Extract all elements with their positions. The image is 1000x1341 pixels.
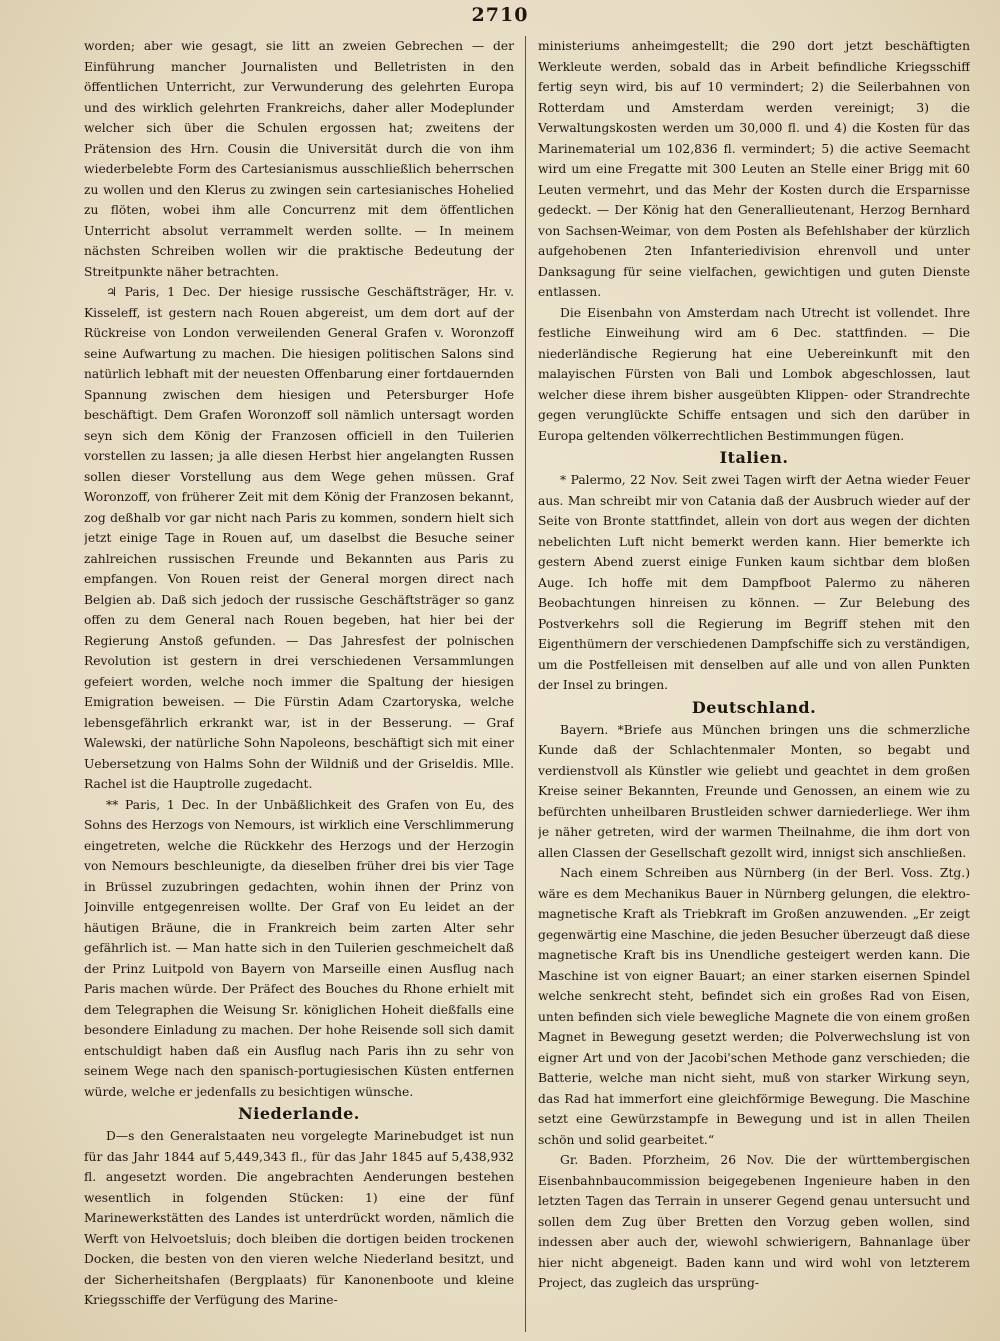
article-paris-1: ♃ Paris, 1 Dec. Der hiesige russische Geschäftsträger, Hr. v. Kisseleff, ist gestern nach Rouen abgereist, um dem dort auf der Rückreise von London verweilenden General Grafen v. Woronzoff seine Aufwartung zu machen. Die hiesigen politischen Salons sind natürlich lebhaft mit der neuesten Offenbarung einer fortdauernden Spannung zwischen dem hiesigen und Petersburger Hofe beschäftigt. Dem Grafen Woronzoff soll nämlich untersagt worden seyn sich dem König der Franzosen officiell in den Tuilerien vorstellen zu lassen; ja alle diesen Herbst hier angelangten Russen sollen dieser Vorstellung aus dem Wege gehen müssen. Graf Woronzoff, von früherer Zeit mit dem König der Franzosen bekannt, zog deßhalb vor gar nicht nach Paris zu kommen, sondern hielt sich jetzt einige Tage in Rouen auf, um daselbst die Besuche seiner zahlreichen russischen Freunde und Bekannten aus Paris zu empfangen. Von Rouen reist der General morgen direct nach Belgien ab. Daß sich jedoch der russische Geschäftsträger so ganz offen zu dem General nach Rouen begeben, hat hier bei der Regierung Anstoß gefunden. — Das Jahresfest der polnischen Revolution ist gestern in drei verschiedenen Versammlungen gefeiert worden, welche noch immer die Spaltung der hiesigen Emigration beweisen. — Die Fürstin Adam Czartoryska, welche lebensgefährlich erkrankt war, ist in der Besserung. — Graf Walewski, der natürliche Sohn Napoleons, beschäftigt sich mit einer Uebersetzung von Halms Sohn der Wildniß und der Griseldis. Mlle. Rachel ist die Hauptrolle zugedacht.	[84, 285, 514, 791]
article-bayern: Bayern. *Briefe aus München bringen uns die schmerzliche Kunde daß der Schlachtenmaler Monten, so begabt und verdienstvoll als Künstler wie geliebt und geachtet in dem großen Kreise seiner Bekannten, Freunde und Genossen, an einem wie zu befürchten unheilbaren Brustleiden schwer darniederliege. Wer ihm je näher getreten, wird der warmen Theilnahme, die ihm dort von allen Classen der Gesellschaft gezollt wird, innigst sich anschließen.	[538, 722, 970, 860]
left-column	[84, 36, 514, 1311]
column-divider	[525, 36, 526, 1332]
article-marinebudget: D—s den Generalstaaten neu vorgelegte Marinebudget ist nun für das Jahr 1844 auf 5,449,343 fl., für das Jahr 1845 auf 5,438,932 fl. angesetzt worden. Die angebrachten Aenderungen bestehen wesentlich in folgenden Stücken: 1) eine der fünf Marinewerkstätten des Landes ist unterdrückt worden, nämlich die Werft von Helvoetsluis; doch bleiben die dortigen beiden trockenen Docken, die besten von den vieren welche Niederland besitzt, und der Sicherheitshafen (Bergplaats) für Kanonenboote und kleine Kriegsschiffe der Verfügung des Marine-	[84, 1129, 514, 1307]
article-paris-2: ** Paris, 1 Dec. In der Unbäßlichkeit des Grafen von Eu, des Sohns des Herzogs von Nemours, ist wirklich eine Verschlimmerung eingetreten, welche die Rückkehr des Herzogs und der Herzogin von Nemours beschleunigte, da dieselben früher drei bis vier Tage in Brüssel zuzubringen gedachten, wohin ihnen der Prinz von Joinville entgegenreisen wollte. Der Graf von Eu leidet an der häutigen Bräune, die in Frankreich beim zarten Alter sehr gefährlich ist. — Man hatte sich in den Tuilerien geschmeichelt daß der Prinz Luitpold von Bayern von Marseille einen Ausflug nach Paris machen würde. Der Präfect des Bouches du Rhone erhielt mit dem Telegraphen die Weisung Sr. königlichen Hoheit dießfalls eine besondere Einladung zu machen. Der hohe Reisende soll sich damit entschuldigt haben daß ein Ausflug nach Paris ihn zu sehr von seinem Wege nach den spanisch-portugiesischen Küsten entfernen würde, welche er jedenfalls zu besichtigen wünsche.	[84, 797, 514, 1099]
article-pforzheim: Gr. Baden. Pforzheim, 26 Nov. Die der württembergischen Eisenbahnbaucommission beigegebenen Ingenieure haben in den letzten Tagen das Terrain in unserer Gegend genau untersucht und sollen dem Zug über Bretten den Vorzug geben wollen, sind indessen aber auch der, wiewohl schwierigern, Bahnanlage über hier nicht abgeneigt. Baden kann und wird wohl von letzterem Project, das zugleich das ursprüng-	[538, 1153, 970, 1290]
article-eisenbahn: Die Eisenbahn von Amsterdam nach Utrecht ist vollendet. Ihre festliche Einweihung wird am 6 Dec. stattfinden. — Die niederländische Regierung hat eine Uebereinkunft mit den malayischen Fürsten von Bali und Lombok abgeschlossen, laut welcher diese ihrem bisher ausgeübten Klippen- oder Strandrechte gegen verunglückte Schiffe entsagen und sich den darüber in Europa geltenden völkerrechtlichen Bestimmungen fügen.	[538, 305, 970, 443]
section-heading-niederlande: Niederlande.	[238, 1104, 360, 1123]
article-nuernberg: Nach einem Schreiben aus Nürnberg (in der Berl. Voss. Ztg.) wäre es dem Mechanikus Bauer in Nürnberg gelungen, die elektro-magnetische Kraft als Triebkraft im Großen anzuwenden. „Er zeigt gegenwärtig eine Maschine, die jeden Besucher überzeugt daß diese magnetische Kraft bis ins Unendliche gesteigert werden kann. Die Maschine ist von eigner Bauart; an einer starken eisernen Spindel welche senkrecht steht, befindet sich ein großes Rad von Eisen, unten befinden sich viele bewegliche Magnete die von einem großen Magnet in Bewegung gesetzt werden; die Polverwechslung ist von eigner Art und von der Jacobi'schen Methode ganz verschieden; die Batterie, welche man nicht sieht, muß von starker Wirkung seyn, das Rad hat immerfort eine gleichförmige Bewegung. Die Maschine setzt eine Gewürzstampfe in Bewegung und ist in allen Theilen schön und solid gearbeitet.“	[538, 866, 970, 1147]
article-paragraph: ministeriums anheimgestellt; die 290 dort jetzt beschäftigten Werkleute werden, sobald das in Arbeit befindliche Kriegsschiff fertig seyn wird, bis auf 10 vermindert; 2) die Seilerbahnen von Rotterdam und Amsterdam werden vereinigt; 3) die Verwaltungskosten werden um 30,000 fl. und 4) die Kosten für das Marinematerial um 102,836 fl. vermindert; 5) die active Seemacht wird um eine Fregatte mit 300 Leuten an Stelle einer Brigg mit 60 Leuten vermehrt, und das Mehr der Kosten durch die Ersparnisse gedeckt. — Der König hat den Generallieutenant, Herzog Bernhard von Sachsen-Weimar, von dem Posten als Befehlshaber der kürzlich aufgehobenen 2ten Infanteriedivision ehrenvoll und unter Danksagung für seine vielfachen, gewichtigen und guten Dienste entlassen.	[538, 39, 970, 299]
article-palermo: * Palermo, 22 Nov. Seit zwei Tagen wirft der Aetna wieder Feuer aus. Man schreibt mir von Catania daß der Ausbruch wieder auf der Seite von Bronte stattfindet, allein von dort aus wegen der dichten nebelichten Luft nicht bemerkt werden kann. Hier bemerkte ich gestern Abend zuerst einige Funken kaum sichtbar dem bloßen Auge. Ich hoffe mit dem Dampfboot Palermo zu näheren Beobachtungen hinreisen zu können. — Zur Belebung des Postverkehrs soll die Regierung im Begriff stehen mit den Eigenthümern der verschiedenen Dampfschiffe sich zu verständigen, um die Postfelleisen mit denselben auf alle und von allen Punkten der Insel zu bringen.	[538, 473, 970, 692]
section-heading-deutschland: Deutschland.	[691, 697, 817, 717]
right-column	[538, 36, 970, 1294]
section-heading-italien: Italien.	[719, 448, 789, 467]
page-number: 2710	[471, 4, 529, 26]
article-paragraph: worden; aber wie gesagt, sie litt an zweien Gebrechen — der Einführung mancher Journalisten und Belletristen in den öffentlichen Unterricht, zur Verwunderung des gelehrten Europa und des wirklich gelehrten Frankreichs, daher aller Modeplunder welcher sich über die Schulen ergossen hat; zweitens der Prätension des Hrn. Cousin die Universität durch die von ihm wiederbelebte Form des Cartesianismus ausschließlich beherrschen zu wollen und den Klerus zu zwingen sein cartesianisches Hohelied zu flöten, wobei ihm alle Concurrenz mit dem öffentlichen Unterricht absolut verrammelt werden sollte. — In meinem nächsten Schreiben wollen wir die praktische Bedeutung der Streitpunkte näher betrachten.	[84, 39, 514, 279]
